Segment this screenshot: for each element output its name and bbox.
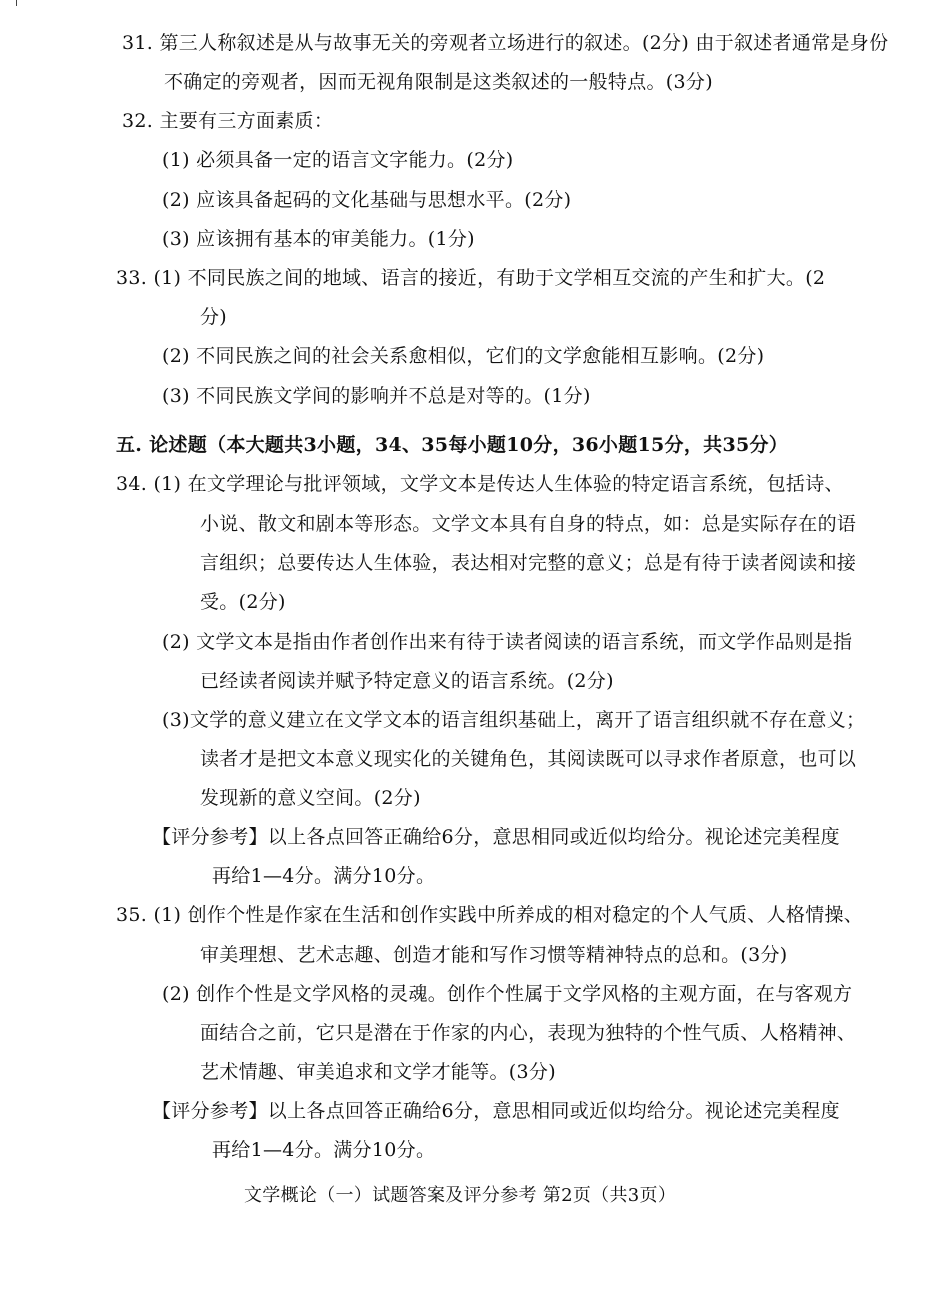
q35-scoring-line-1: 【评分参考】以上各点回答正确给6分，意思相同或近似均给分。视论述完美程度 bbox=[152, 1100, 840, 1122]
q31-line-1: 31. 第三人称叙述是从与故事无关的旁观者立场进行的叙述。(2分) 由于叙述者通常是身份 bbox=[122, 32, 889, 54]
q34-item-1-line-2: 小说、散文和剧本等形态。文学文本具有自身的特点，如：总是实际存在的语 bbox=[200, 513, 857, 535]
q35-item-2-line-2: 面结合之前，它只是潜在于作家的内心，表现为独特的个性气质、人格精神、 bbox=[200, 1022, 857, 1044]
scan-artifact bbox=[16, 0, 17, 6]
q31-line-2: 不确定的旁观者，因而无视角限制是这类叙述的一般特点。(3分) bbox=[164, 71, 713, 93]
page-footer: 文学概论（一）试题答案及评分参考 第2页（共3页） bbox=[244, 1185, 677, 1206]
q34-item-1-line-4: 受。(2分) bbox=[200, 591, 286, 613]
q34-item-2-line-1: (2) 文学文本是指由作者创作出来有待于读者阅读的语言系统，而文学作品则是指 bbox=[162, 631, 853, 653]
q33-item-1-line-1: 33. (1) 不同民族之间的地域、语言的接近，有助于文学相互交流的产生和扩大。(2 bbox=[116, 267, 826, 289]
q32-intro: 32. 主要有三方面素质： bbox=[122, 110, 334, 132]
q34-scoring-line-2: 再给1—4分。满分10分。 bbox=[212, 865, 436, 887]
q34-item-3-line-1: (3)文学的意义建立在文学文本的语言组织基础上，离开了语言组织就不存在意义； bbox=[162, 709, 866, 731]
q33-item-1-line-2: 分) bbox=[200, 306, 228, 328]
q34-scoring-line-1: 【评分参考】以上各点回答正确给6分，意思相同或近似均给分。视论述完美程度 bbox=[152, 826, 840, 848]
q34-item-3-line-2: 读者才是把文本意义现实化的关键角色，其阅读既可以寻求作者原意，也可以 bbox=[200, 748, 857, 770]
q34-item-3-line-3: 发现新的意义空间。(2分) bbox=[200, 787, 421, 809]
q34-item-2-line-2: 已经读者阅读并赋予特定意义的语言系统。(2分) bbox=[200, 670, 614, 692]
section-5-heading: 五. 论述题（本大题共3小题，34、35每小题10分，36小题15分，共35分） bbox=[116, 434, 789, 456]
q35-item-1-line-1: 35. (1) 创作个性是作家在生活和创作实践中所养成的相对稳定的个人气质、人格情操、 bbox=[116, 904, 864, 926]
q33-item-3: (3) 不同民族文学间的影响并不总是对等的。(1分) bbox=[162, 385, 591, 407]
q32-item-3: (3) 应该拥有基本的审美能力。(1分) bbox=[162, 228, 475, 250]
q35-item-2-line-3: 艺术情趣、审美追求和文学才能等。(3分) bbox=[200, 1061, 556, 1083]
q32-item-1: (1) 必须具备一定的语言文字能力。(2分) bbox=[162, 149, 514, 171]
q35-scoring-line-2: 再给1—4分。满分10分。 bbox=[212, 1139, 436, 1161]
q34-item-1-line-3: 言组织；总要传达人生体验，表达相对完整的意义；总是有待于读者阅读和接 bbox=[200, 552, 857, 574]
q32-item-2: (2) 应该具备起码的文化基础与思想水平。(2分) bbox=[162, 189, 572, 211]
q35-item-1-line-2: 审美理想、艺术志趣、创造才能和写作习惯等精神特点的总和。(3分) bbox=[200, 944, 788, 966]
q34-item-1-line-1: 34. (1) 在文学理论与批评领域，文学文本是传达人生体验的特定语言系统，包括诗、 bbox=[116, 473, 844, 495]
q33-item-2: (2) 不同民族之间的社会关系愈相似，它们的文学愈能相互影响。(2分) bbox=[162, 345, 765, 367]
q35-item-2-line-1: (2) 创作个性是文学风格的灵魂。创作个性属于文学风格的主观方面，在与客观方 bbox=[162, 983, 853, 1005]
